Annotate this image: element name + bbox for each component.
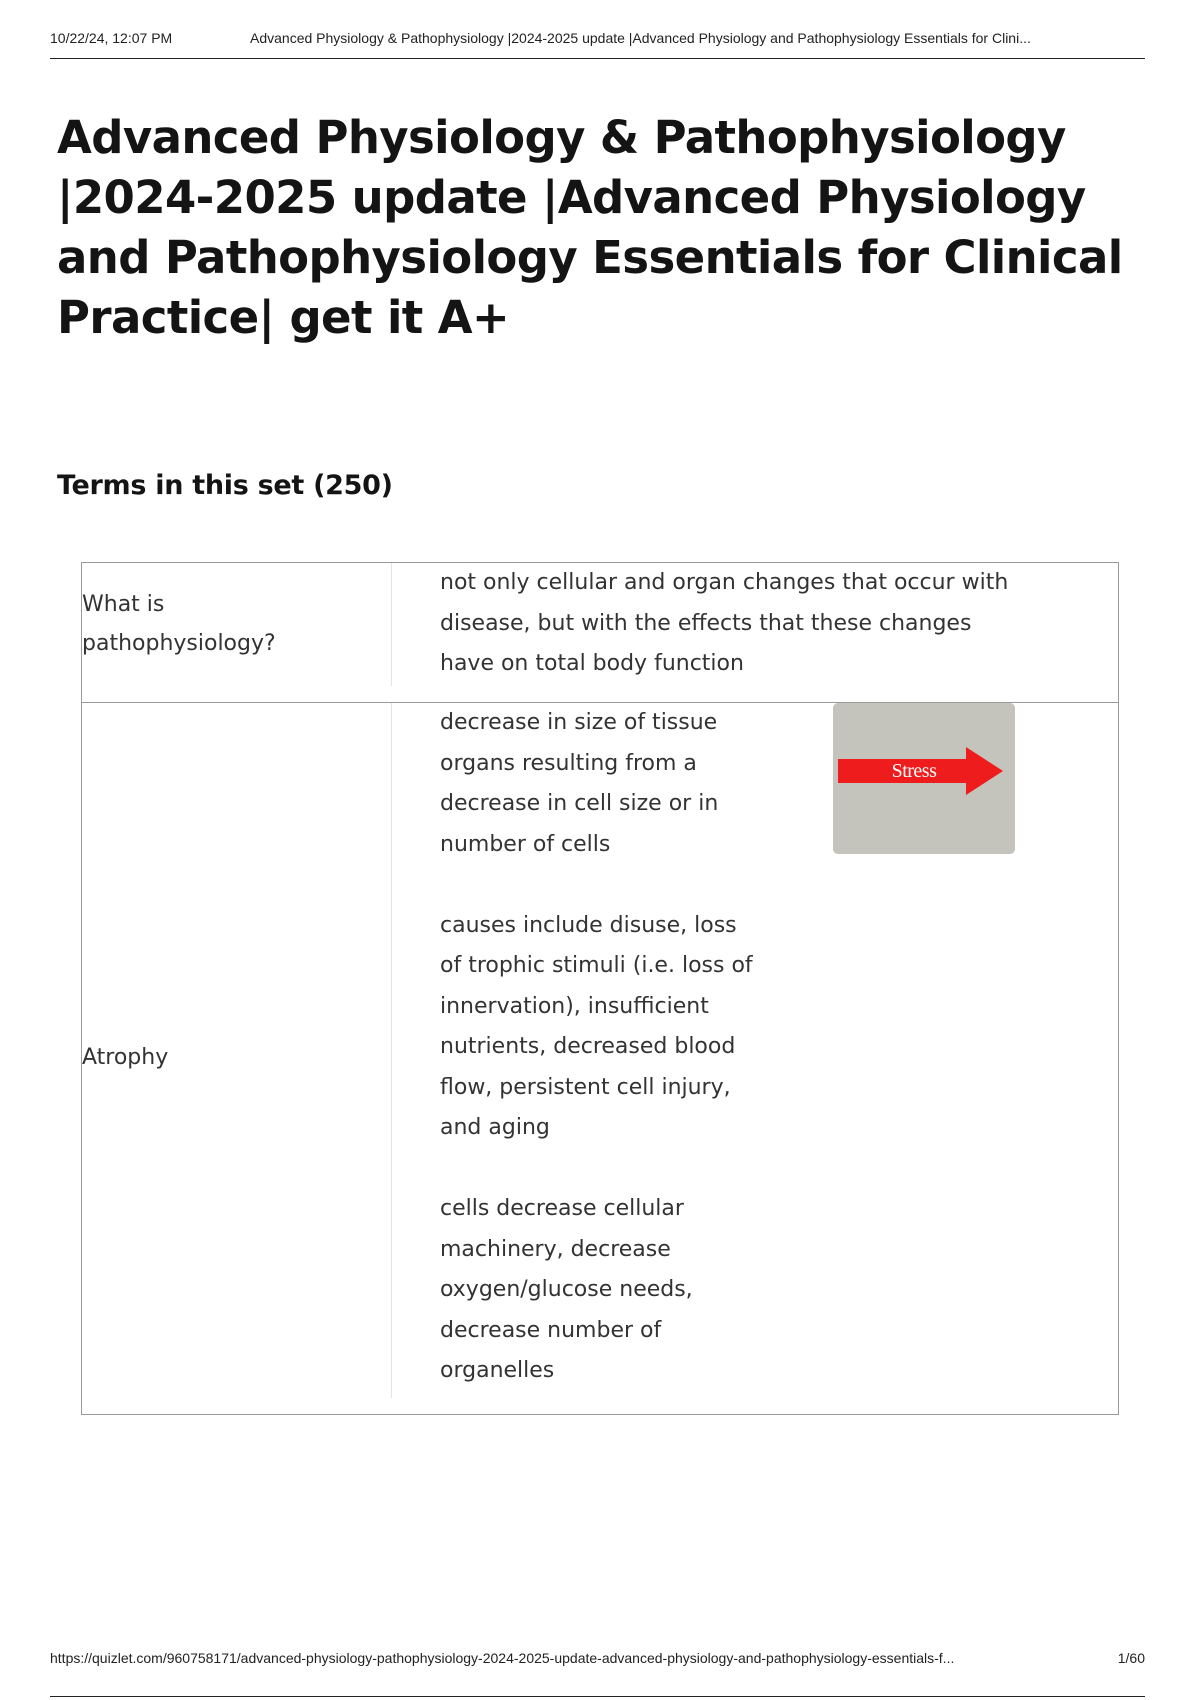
stress-label: Stress [891, 760, 937, 782]
definition-text: decrease in size of tissue organs resulting from a decrease in cell size or in number of cells causes include disuse, loss of trophic stimuli (i.e. loss of innervation), insufficient nutrients, decreased blood flow, persistent cell injury, and aging cells decrease cellular machinery, decrease oxygen/glucose needs, decrease number of organelles [440, 710, 753, 1383]
term-row [82, 563, 1118, 702]
term-row [82, 702, 1118, 1414]
column-divider [391, 703, 392, 1398]
page-url: https://quizlet.com/960758171/advanced-physiology-pathophysiology-2024-2025-update-advanced-physiology-and-pathophysiology-essentials-f... [50, 1650, 955, 1666]
term-text: Atrophy [82, 1045, 169, 1070]
stress-arrow-image [833, 703, 1015, 854]
terms-table [81, 562, 1119, 1415]
column-divider [391, 563, 392, 686]
print-footer [50, 1650, 1145, 1697]
page-title: Advanced Physiology & Pathophysiology |2024-2025 update |Advanced Physiology and Pathophysiology Essentials for Clinical Practice| get it A+ [57, 111, 1123, 344]
definition-text: not only cellular and organ changes that occur with disease, but with the effects that these changes have on total body function [440, 570, 1009, 676]
term-text: What is pathophysiology? [82, 592, 276, 656]
terms-set-heading: Terms in this set (250) [57, 470, 393, 501]
print-datetime: 10/22/24, 12:07 PM [50, 30, 173, 46]
page-number: 1/60 [1117, 1650, 1145, 1666]
print-doc-title: Advanced Physiology & Pathophysiology |2024-2025 update |Advanced Physiology and Pathophysiology Essentials for Clini... [250, 30, 1031, 46]
print-header [50, 30, 1145, 59]
